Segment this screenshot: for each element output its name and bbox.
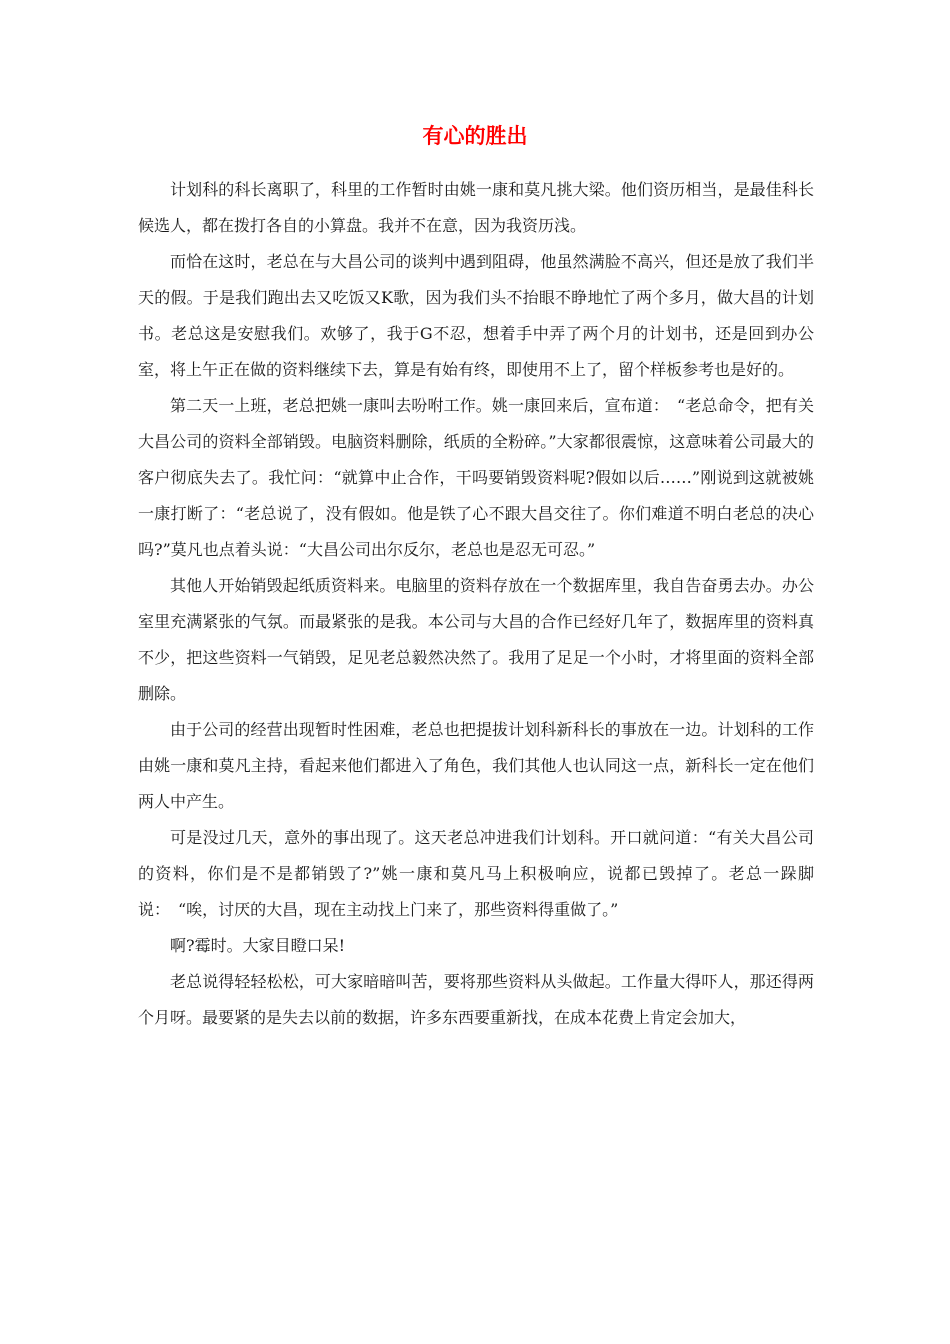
- paragraph: 第二天一上班，老总把姚一康叫去吩咐工作。姚一康回来后，宣布道： “老总命令，把有关大昌公司的资料全部销毁。电脑资料删除，纸质的全粉碎。”大家都很震惊，这意味着公司最大的客户彻底失去了。我忙问：“就算中止合作，干吗要销毁资料呢?假如以后……”刚说到这就被姚一康打断了：“老总说了，没有假如。他是铁了心不跟大昌交往了。你们难道不明白老总的决心吗?”莫凡也点着头说：“大昌公司出尔反尔，老总也是忍无可忍。”: [138, 396, 814, 559]
- article-body: [138, 172, 814, 1036]
- paragraph: 计划科的科长离职了，科里的工作暂时由姚一康和莫凡挑大梁。他们资历相当，是最佳科长候选人，都在拨打各自的小算盘。我并不在意，因为我资历浅。: [138, 180, 814, 235]
- paragraph: 而恰在这时，老总在与大昌公司的谈判中遇到阻碍，他虽然满脸不高兴，但还是放了我们半天的假。于是我们跑出去又吃饭又K歌，因为我们头不抬眼不睁地忙了两个多月，做大昌的计划书。老总这是安慰我们。欢够了，我于G不忍，想着手中弄了两个月的计划书，还是回到办公室，将上午正在做的资料继续下去，算是有始有终，即使用不上了，留个样板参考也是好的。: [138, 252, 814, 379]
- paragraph: 啊?霉时。大家目瞪口呆!: [170, 936, 346, 955]
- paragraph: 其他人开始销毁起纸质资料来。电脑里的资料存放在一个数据库里，我自告奋勇去办。办公室里充满紧张的气氛。而最紧张的是我。本公司与大昌的合作已经好几年了，数据库里的资料真不少，把这些资料一气销毁，足见老总毅然决然了。我用了足足一个小时，才将里面的资料全部删除。: [138, 576, 814, 703]
- paragraph: 由于公司的经营出现暂时性困难，老总也把提拔计划科新科长的事放在一边。计划科的工作由姚一康和莫凡主持，看起来他们都进入了角色，我们其他人也认同这一点，新科长一定在他们两人中产生。: [138, 720, 814, 811]
- paragraph: 老总说得轻轻松松，可大家暗暗叫苦，要将那些资料从头做起。工作量大得吓人，那还得两个月呀。最要紧的是失去以前的数据，许多东西要重新找，在成本花费上肯定会加大，: [138, 972, 814, 1027]
- article-title: 有心的胜出: [422, 124, 528, 148]
- paragraph: 可是没过几天，意外的事出现了。这天老总冲进我们计划科。开口就问道：“有关大昌公司的资料，你们是不是都销毁了?”姚一康和莫凡马上积极响应，说都已毁掉了。老总一跺脚说： “唉，讨厌的大昌，现在主动找上门来了，那些资料得重做了。”: [138, 828, 814, 919]
